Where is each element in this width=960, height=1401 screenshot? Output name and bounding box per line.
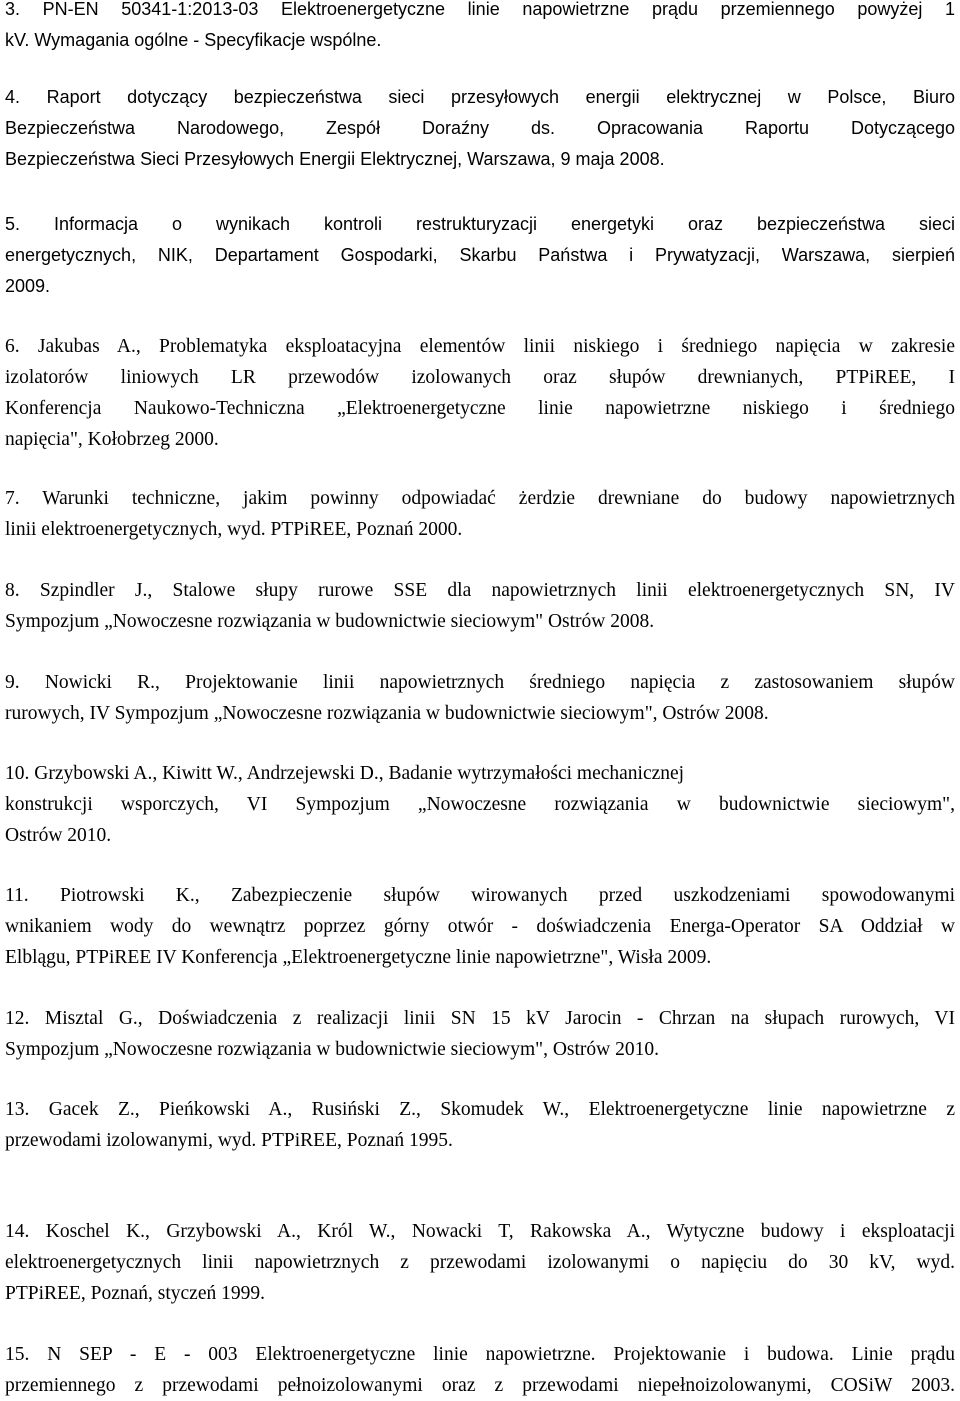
reference-line: 11. Piotrowski K., Zabezpieczenie słupów wirowanych przed uszkodzeniami spowodowanymi: [5, 885, 955, 906]
reference-line: 3. PN-EN 50341-1:2013-03 Elektroenergetyczne linie napowietrzne prądu przemiennego powyżej 1: [5, 0, 955, 19]
reference-5: [5, 209, 955, 302]
reference-line: 14. Koschel K., Grzybowski A., Król W., Nowacki T, Rakowska A., Wytyczne budowy i eksploatacji: [5, 1221, 955, 1242]
reference-line: rurowych, IV Sympozjum „Nowoczesne rozwiązania w budownictwie sieciowym", Ostrów 2008.: [5, 703, 769, 724]
reference-line: PTPiREE, Poznań, styczeń 1999.: [5, 1283, 265, 1304]
reference-line: 9. Nowicki R., Projektowanie linii napowietrznych średniego napięcia z zastosowaniem słupów: [5, 672, 955, 693]
reference-line: 4. Raport dotyczący bezpieczeństwa sieci przesyłowych energii elektrycznej w Polsce, Biuro: [5, 87, 955, 107]
reference-line: Sympozjum „Nowoczesne rozwiązania w budownictwie sieciowym" Ostrów 2008.: [5, 611, 655, 632]
reference-line: 5. Informacja o wynikach kontroli restrukturyzacji energetyki oraz bezpieczeństwa sieci: [5, 214, 955, 234]
reference-14: [5, 1216, 955, 1309]
reference-line: Bezpieczeństwa Sieci Przesyłowych Energii Elektrycznej, Warszawa, 9 maja 2008.: [5, 149, 665, 169]
reference-3: [5, 0, 955, 56]
reference-line: konstrukcji wsporczych, VI Sympozjum „Nowoczesne rozwiązania w budownictwie sieciowym",: [5, 794, 955, 815]
reference-line: wnikaniem wody do wewnątrz poprzez górny otwór - doświadczenia Energa-Operator SA Oddział w: [5, 916, 955, 937]
reference-9: [5, 667, 955, 729]
reference-line: izolatorów liniowych LR przewodów izolowanych oraz słupów drewnianych, PTPiREE, I: [5, 367, 955, 388]
reference-line: Ostrów 2010.: [5, 825, 112, 846]
reference-line: 10. Grzybowski A., Kiwitt W., Andrzejewski D., Badanie wytrzymałości mechanicznej: [5, 763, 685, 784]
reference-4: [5, 82, 955, 175]
reference-line: elektroenergetycznych linii napowietrznych z przewodami izolowanymi o napięciu do 30 kV, wyd.: [5, 1252, 955, 1273]
reference-line: Sympozjum „Nowoczesne rozwiązania w budownictwie sieciowym", Ostrów 2010.: [5, 1039, 660, 1060]
reference-6: [5, 331, 955, 455]
reference-line: 13. Gacek Z., Pieńkowski A., Rusiński Z., Skomudek W., Elektroenergetyczne linie napowietrzne z: [5, 1099, 955, 1120]
reference-8: [5, 575, 955, 637]
reference-line: Konferencja Naukowo-Techniczna „Elektroenergetyczne linie napowietrzne niskiego i średniego: [5, 398, 955, 419]
reference-13: [5, 1094, 955, 1156]
reference-line: energetycznych, NIK, Departament Gospodarki, Skarbu Państwa i Prywatyzacji, Warszawa, sierpień: [5, 245, 955, 265]
reference-12: [5, 1003, 955, 1065]
reference-line: Elblągu, PTPiREE IV Konferencja „Elektroenergetyczne linie napowietrzne", Wisła 2009.: [5, 947, 712, 968]
reference-line: 8. Szpindler J., Stalowe słupy rurowe SSE dla napowietrznych linii elektroenergetycznych SN, IV: [5, 580, 955, 601]
reference-line: 7. Warunki techniczne, jakim powinny odpowiadać żerdzie drewniane do budowy napowietrznych: [5, 488, 955, 509]
reference-7: [5, 483, 955, 545]
reference-line: napięcia", Kołobrzeg 2000.: [5, 429, 219, 450]
reference-line: 6. Jakubas A., Problematyka eksploatacyjna elementów linii niskiego i średniego napięcia w zakresie: [5, 336, 955, 357]
reference-line: linii elektroenergetycznych, wyd. PTPiREE, Poznań 2000.: [5, 519, 463, 540]
reference-15: [5, 1339, 955, 1401]
reference-line: 2009.: [5, 276, 51, 296]
reference-line: przemiennego z przewodami pełnoizolowanymi oraz z przewodami niepełnoizolowanymi, COSiW 2003.: [5, 1375, 955, 1396]
reference-line: Bezpieczeństwa Narodowego, Zespół Doraźny ds. Opracowania Raportu Dotyczącego: [5, 118, 955, 138]
reference-line: 15. N SEP - E - 003 Elektroenergetyczne linie napowietrzne. Projektowanie i budowa. Linie prądu: [5, 1344, 955, 1365]
reference-10: [5, 758, 955, 851]
reference-line: 12. Misztal G., Doświadczenia z realizacji linii SN 15 kV Jarocin - Chrzan na słupach rurowych, VI: [5, 1008, 955, 1029]
reference-line: kV. Wymagania ogólne - Specyfikacje wspólne.: [5, 30, 382, 50]
reference-11: [5, 880, 955, 973]
reference-line: przewodami izolowanymi, wyd. PTPiREE, Poznań 1995.: [5, 1130, 453, 1151]
